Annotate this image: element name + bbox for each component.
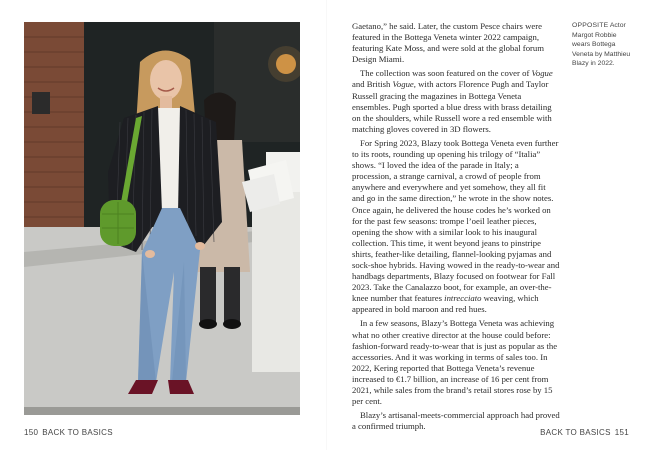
right-page-number: 151 [614,428,629,437]
street-photo-illustration [24,22,300,415]
body-text [352,21,560,432]
paragraph-3: For Spring 2023, Blazy took Bottega Veneta even further to its roots, rounding up opening his trilogy of “Italia” shows. “I loved the idea of the parade in Italy; a procession, a strange carnival, a crowd of people from anywhere and everywhere and yet somehow, they all fit and go in the same direction,” he wrote in the show notes. Once again, he delivered the house codes he’s worked on for the past few seasons: trompe l’oeil leather pieces, opening the show with a similar look to his inaugural collection. This time, it went beyond jeans to pinstripe shirts, feather-like detailing, flannel-looking pyjamas and sock-shoe hybrids. Having wowed in the ready-to-wear and handbags departments, Blazy focused on footwear for Fall 2023. Take the Canalazzo boot, for example, an over-the-knee number that features intrecciato weaving, which appeared in bold maroon and red hues. [352,137,560,315]
photo-caption [572,21,636,69]
page-gutter [326,0,327,450]
photo-margot-robbie [24,22,300,415]
right-running-head: BACK TO BASICS [540,428,611,437]
right-folio [540,428,629,437]
left-folio [24,428,113,437]
caption-text: Actor Margot Robbie wears Bottega Veneta by Matthieu Blazy in 2022. [572,22,631,68]
left-running-head: BACK TO BASICS [42,428,113,437]
paragraph-1: Gaetano,” he said. Later, the custom Pesce chairs were featured in the Bottega Veneta winter 2022 campaign, featuring Kate Moss, and were sold at the global forum Design Miami. [352,21,545,65]
left-page-number: 150 [24,428,39,437]
caption-label: OPPOSITE [572,22,609,29]
paragraph-4: In a few seasons, Blazy’s Bottega Veneta was achieving what no other creative director at the house could before: fashion-forward ready-to-wear that is just as popular as the accessories. And it was working in terms of sales too. In 2022, Kering reported that Bottega Veneta’s revenue increased to €1.7 billion, an increase of 16 per cent from 2021, while sales from the brand’s retail stores rose by 15 per cent. [352,318,558,407]
paragraph-5: Blazy’s artisanal-meets-commercial approach had proved a confirmed triumph. [352,410,560,432]
paragraph-2: The collection was soon featured on the cover of Vogue and British Vogue, with actors Florence Pugh and Taylor Russell gracing the magazines in Bottega Veneta ensembles. Pugh sported a blue dress with brass detailing on the shoulders, while Russell wore a red ensemble with matching gloves covered in 3D flowers. [352,68,553,134]
